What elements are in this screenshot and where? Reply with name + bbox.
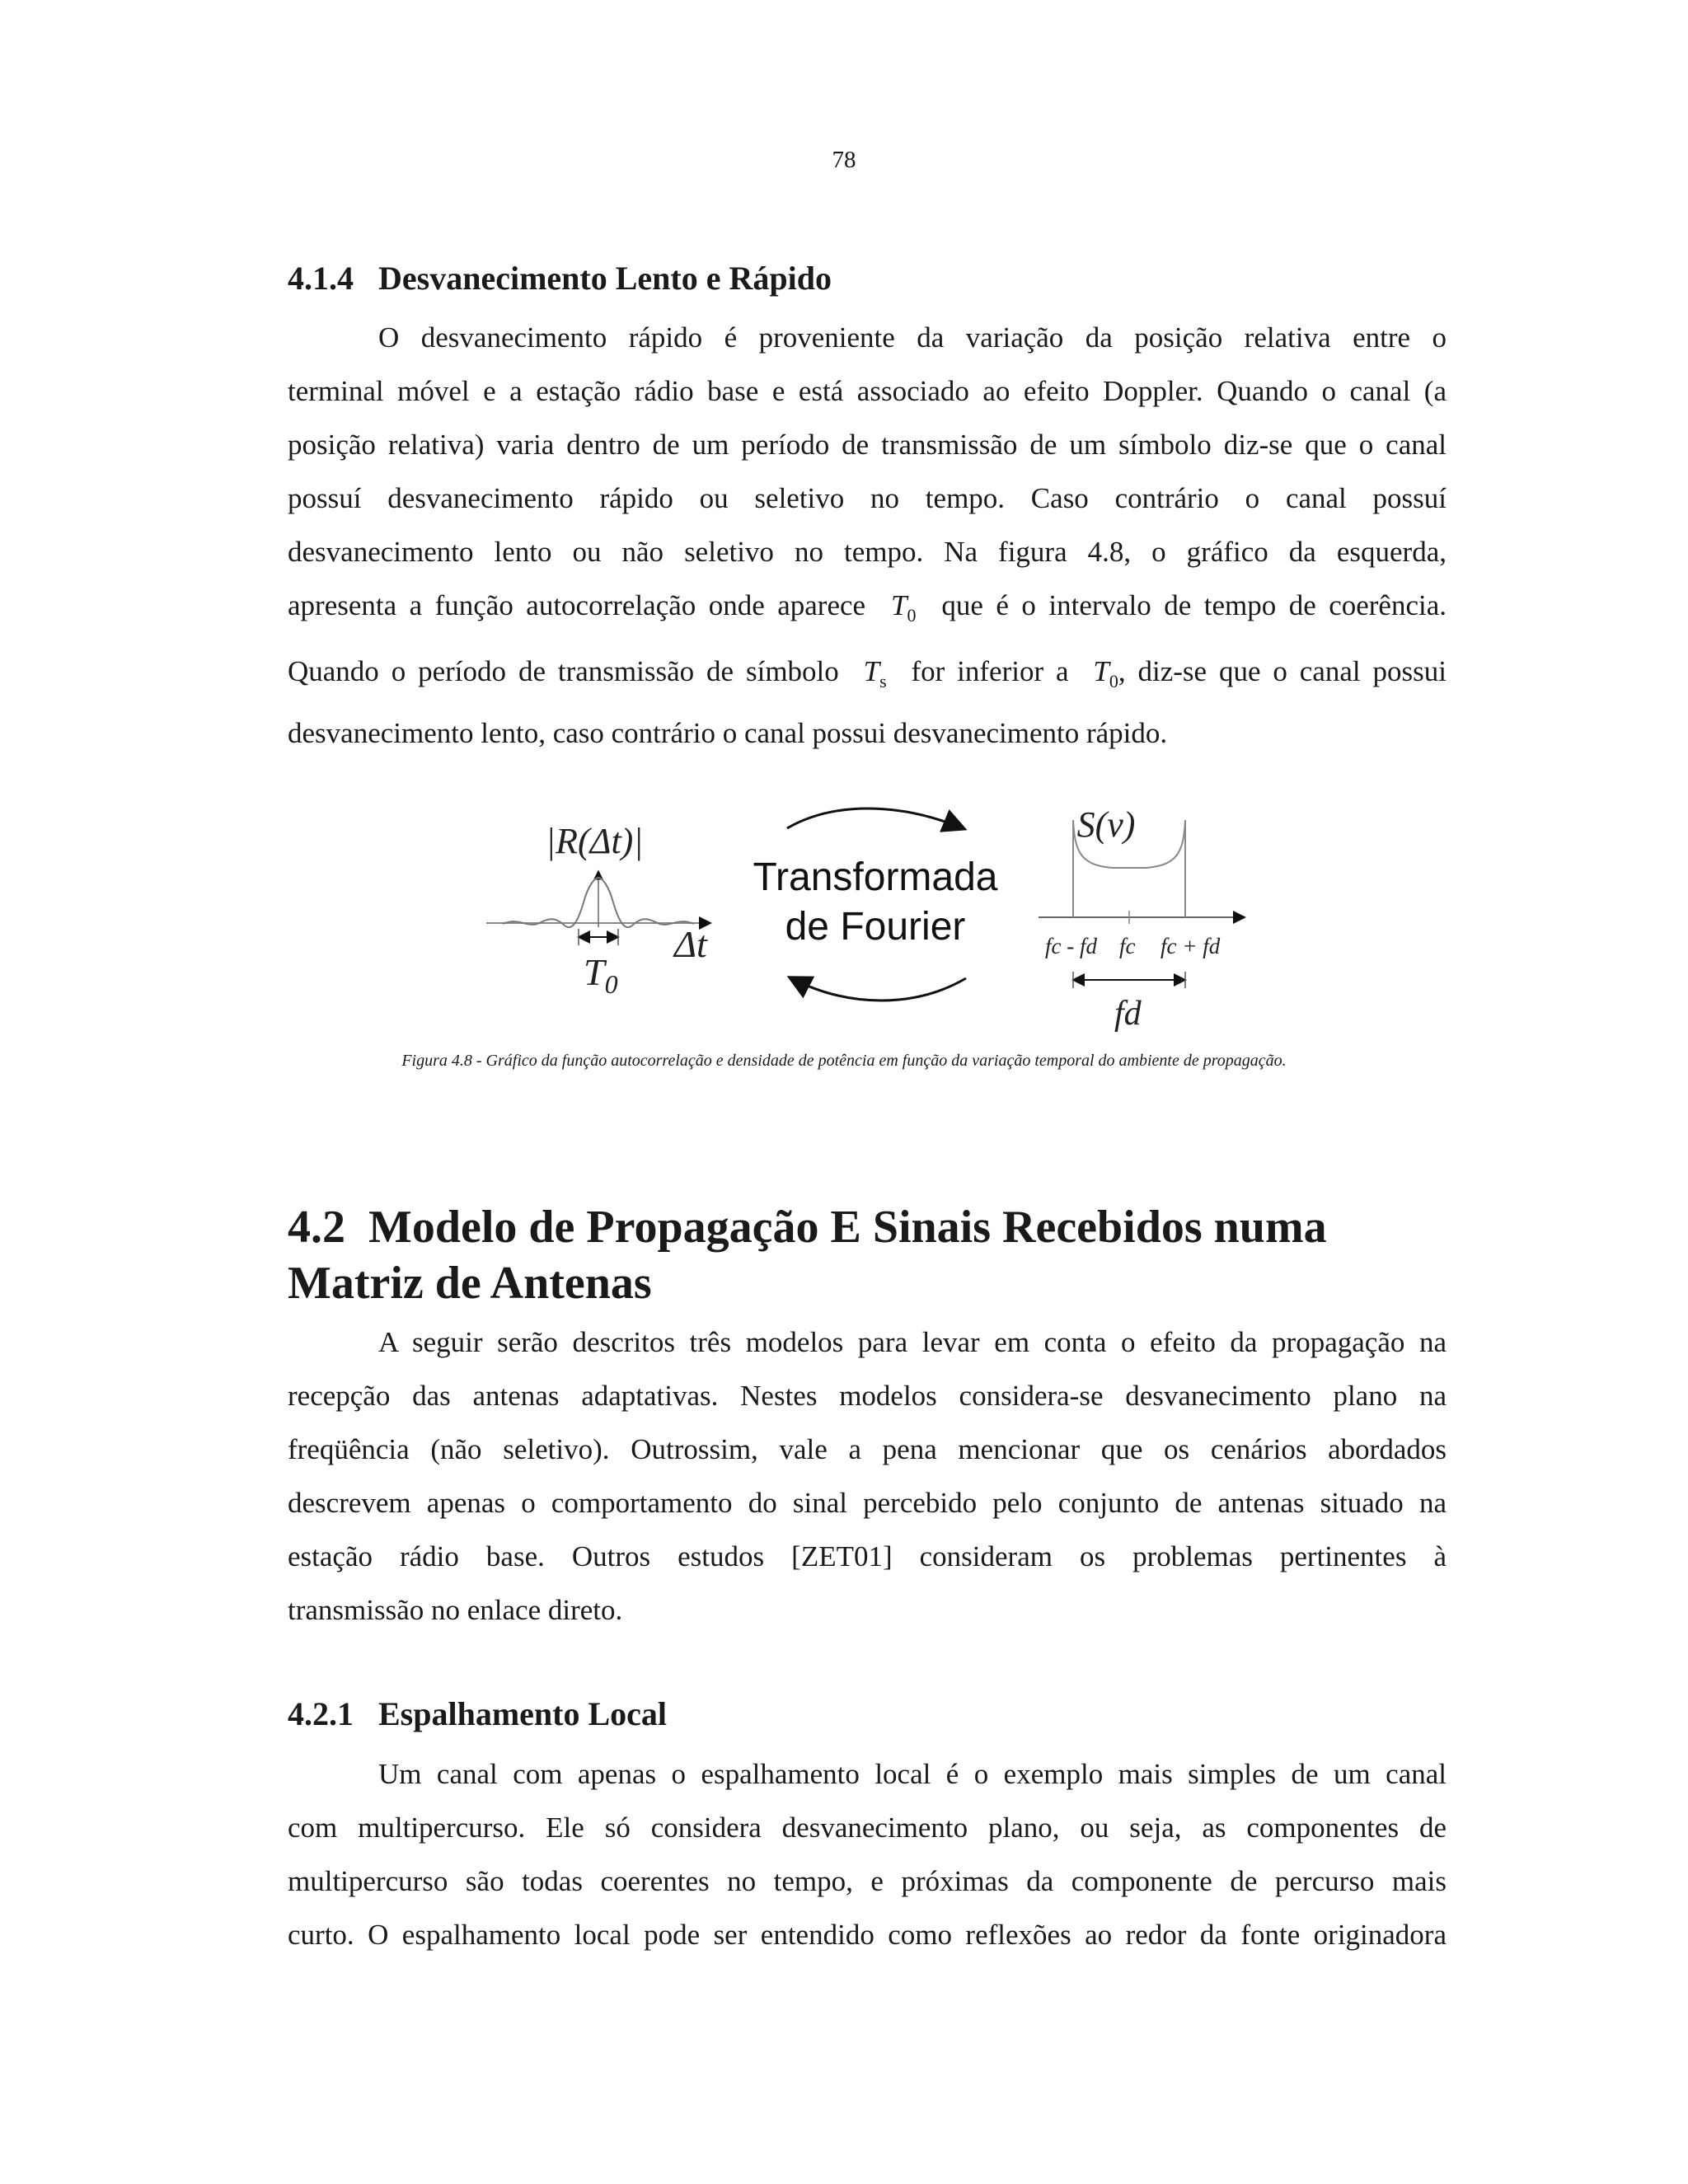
section-heading-4-2 <box>288 1199 1327 1311</box>
paragraph-4-1-4 <box>288 311 1447 760</box>
text-line: desvanecimento lento ou não seletivo no tempo. Na figura 4.8, o gráfico da esquerda, <box>288 536 1447 568</box>
text-line: possuí desvanecimento rápido ou seletivo no tempo. Caso contrário o canal possuí <box>288 482 1447 514</box>
transform-label-line2: de Fourier <box>785 905 966 949</box>
text-line: com multipercurso. Ele só considera desvanecimento plano, ou seja, as componentes de <box>288 1811 1447 1844</box>
section-title-line1: Modelo de Propagação E Sinais Recebidos numa <box>368 1202 1327 1253</box>
section-number: 4.2.1 <box>288 1695 354 1732</box>
text-line: estação rádio base. Outros estudos [ZET01] consideram os problemas pertinentes à <box>288 1540 1447 1572</box>
tick-fc-plus-fd: fc + fd <box>1160 934 1221 958</box>
section-number: 4.2 <box>288 1202 345 1253</box>
math-Ts: $T_s$ <box>863 655 887 691</box>
page-number: 78 <box>832 147 856 173</box>
text-line: recepção das antenas adaptativas. Nestes modelos considera-se desvanecimento plano na <box>288 1380 1447 1412</box>
section-heading-4-2-1 <box>288 1695 668 1732</box>
transform-label-line1: Transformada <box>753 855 998 899</box>
text-line: O desvanecimento rápido é proveniente da variação da posição relativa entre o <box>378 321 1447 354</box>
text-line: multipercurso são todas coerentes no tempo, e próximas da componente de percurso mais <box>288 1865 1447 1897</box>
autocorrelation-plot <box>486 821 710 999</box>
T0-label: $T_0$ <box>584 951 618 999</box>
figure-caption: Figura 4.8 - Gráfico da função autocorrelação e densidade de potência em função da variação temporal do ambiente de propagação. <box>401 1052 1287 1070</box>
fourier-transform <box>753 808 998 1001</box>
section-title: Desvanecimento Lento e Rápido <box>378 260 832 297</box>
text-line: terminal móvel e a estação rádio base e está associado ao efeito Doppler. Quando o canal (a <box>288 375 1447 407</box>
text-line: transmissão no enlace direto. <box>288 1594 623 1626</box>
text-line: desvanecimento lento, caso contrário o canal possui desvanecimento rápido. <box>288 717 1168 749</box>
figure-4-8 <box>486 795 1253 1043</box>
math-T0: $T_0$ <box>1093 655 1118 691</box>
forward-arrow <box>787 808 963 828</box>
text-line: Um canal com apenas o espalhamento local é o exemplo mais simples de um canal <box>378 1758 1447 1790</box>
section-number: 4.1.4 <box>288 260 354 297</box>
section-heading-4-1-4 <box>288 262 832 295</box>
delta-t-label: Δt <box>674 923 707 965</box>
text-line: curto. O espalhamento local pode ser entendido como reflexões ao redor da fonte originadora <box>288 1919 1447 1951</box>
autocorrelation-label: |R(Δt)| <box>546 821 644 861</box>
text-line: descrevem apenas o comportamento do sinal percebido pelo conjunto de antenas situado na <box>288 1487 1447 1519</box>
section-title-line2: Matriz de Antenas <box>288 1258 652 1309</box>
section-title: Espalhamento Local <box>378 1695 668 1732</box>
inverse-arrow <box>791 978 966 1001</box>
fd-label: fd <box>1114 995 1142 1033</box>
doppler-spectrum-plot <box>1039 804 1245 1033</box>
paragraph-4-2-1 <box>288 1747 1447 1961</box>
tick-fc-minus-fd: fc - fd <box>1045 934 1097 958</box>
paragraph-4-2 <box>288 1315 1447 1637</box>
text-line: posição relativa) varia dentro de um período de transmissão de um símbolo diz-se que o canal <box>288 429 1447 461</box>
text-line: A seguir serão descritos três modelos para levar em conta o efeito da propagação na <box>378 1326 1447 1358</box>
text-line: freqüência (não seletivo). Outrossim, vale a pena mencionar que os cenários abordados <box>288 1433 1447 1465</box>
text-line: Quando o período de transmissão de símbolo $T_s$ for inferior a $T_0$, diz-se que o canal possui <box>288 655 1447 691</box>
text-line: apresenta a função autocorrelação onde aparece $T_0$ que é o intervalo de tempo de coerência. <box>288 589 1447 626</box>
tick-fc: fc <box>1119 934 1136 958</box>
spectrum-label: S(ν) <box>1076 804 1136 845</box>
math-T0: $T_0$ <box>891 589 917 626</box>
